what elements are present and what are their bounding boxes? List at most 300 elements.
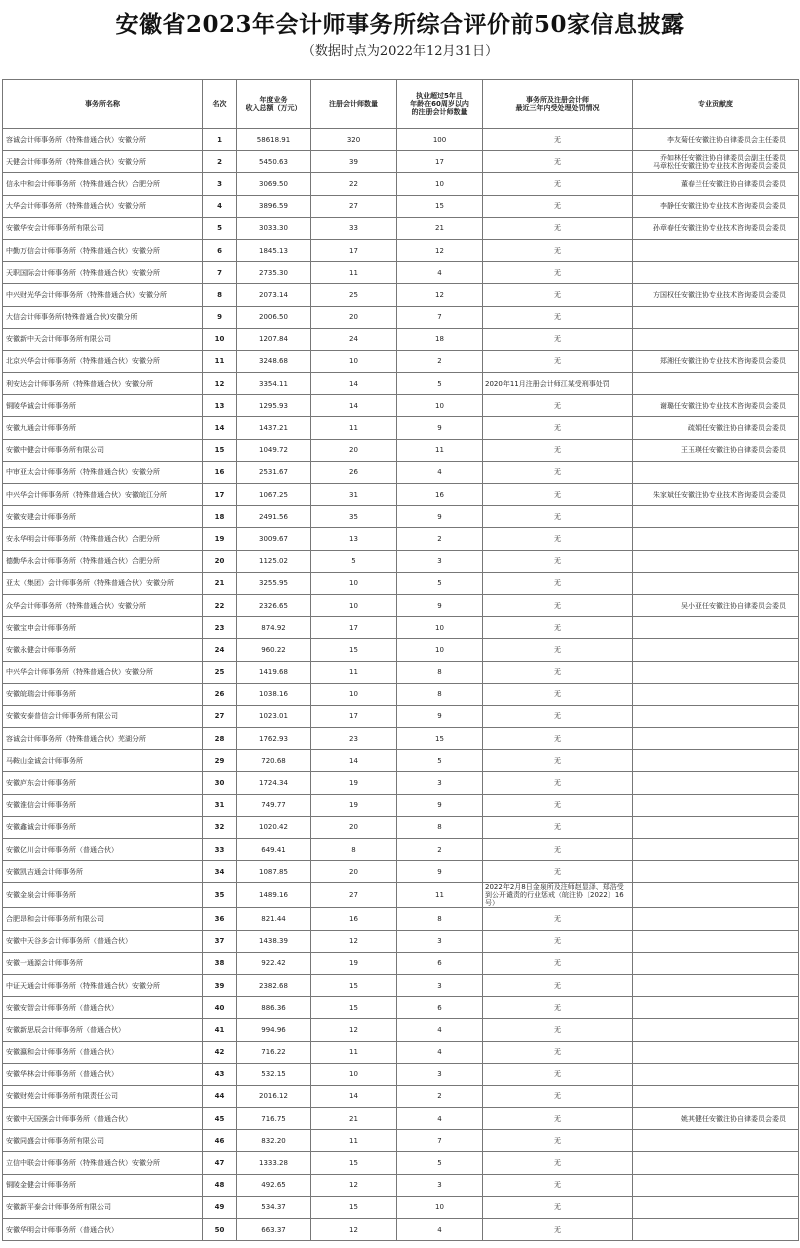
firm-name-cell: 信永中和会计师事务所（特殊普通合伙）合肥分所 bbox=[3, 173, 203, 195]
cpa-count-cell: 320 bbox=[311, 129, 397, 151]
revenue-cell: 1207.84 bbox=[237, 328, 311, 350]
penalty-cell: 无 bbox=[483, 572, 633, 594]
column-header-rank: 名次 bbox=[203, 80, 237, 129]
experienced-cpa-count-cell: 21 bbox=[397, 217, 483, 239]
contribution-cell: 吴小亚任安徽注协自律委员会委员 bbox=[633, 594, 799, 616]
cpa-count-cell: 10 bbox=[311, 1063, 397, 1085]
penalty-cell: 无 bbox=[483, 528, 633, 550]
experienced-cpa-count-cell: 12 bbox=[397, 284, 483, 306]
experienced-cpa-count-cell: 15 bbox=[397, 195, 483, 217]
revenue-cell: 821.44 bbox=[237, 908, 311, 930]
penalty-cell: 无 bbox=[483, 639, 633, 661]
penalty-cell: 无 bbox=[483, 1041, 633, 1063]
cpa-count-cell: 19 bbox=[311, 794, 397, 816]
rank-cell: 3 bbox=[203, 173, 237, 195]
penalty-cell: 无 bbox=[483, 997, 633, 1019]
experienced-cpa-count-cell: 5 bbox=[397, 1152, 483, 1174]
cpa-count-cell: 20 bbox=[311, 306, 397, 328]
firm-name-cell: 德勤华永会计师事务所（特殊普通合伙）合肥分所 bbox=[3, 550, 203, 572]
penalty-cell: 无 bbox=[483, 1108, 633, 1130]
revenue-cell: 1087.85 bbox=[237, 861, 311, 883]
experienced-cpa-count-cell: 10 bbox=[397, 639, 483, 661]
table-row bbox=[3, 306, 799, 328]
contribution-cell: 朱家斌任安徽注协专业技术咨询委员会委员 bbox=[633, 484, 799, 506]
experienced-cpa-count-cell: 4 bbox=[397, 1108, 483, 1130]
contribution-cell bbox=[633, 794, 799, 816]
contribution-cell bbox=[633, 816, 799, 838]
penalty-cell: 无 bbox=[483, 661, 633, 683]
firm-name-cell: 众华会计师事务所（特殊普通合伙）安徽分所 bbox=[3, 594, 203, 616]
table-row bbox=[3, 1174, 799, 1196]
table-row bbox=[3, 639, 799, 661]
table-row bbox=[3, 930, 799, 952]
penalty-cell: 无 bbox=[483, 306, 633, 328]
cpa-count-cell: 15 bbox=[311, 974, 397, 996]
experienced-cpa-count-cell: 18 bbox=[397, 328, 483, 350]
cpa-count-cell: 14 bbox=[311, 750, 397, 772]
cpa-count-cell: 21 bbox=[311, 1108, 397, 1130]
table-row bbox=[3, 173, 799, 195]
cpa-count-cell: 19 bbox=[311, 772, 397, 794]
penalty-cell: 无 bbox=[483, 861, 633, 883]
table-row bbox=[3, 350, 799, 372]
cpa-count-cell: 16 bbox=[311, 908, 397, 930]
contribution-cell bbox=[633, 528, 799, 550]
penalty-cell: 无 bbox=[483, 506, 633, 528]
table-row bbox=[3, 1130, 799, 1152]
penalty-cell: 无 bbox=[483, 617, 633, 639]
revenue-cell: 1489.16 bbox=[237, 883, 311, 908]
table-row bbox=[3, 373, 799, 395]
contribution-cell bbox=[633, 772, 799, 794]
revenue-cell: 2016.12 bbox=[237, 1085, 311, 1107]
rank-cell: 18 bbox=[203, 506, 237, 528]
cpa-count-cell: 12 bbox=[311, 1019, 397, 1041]
cpa-count-cell: 12 bbox=[311, 930, 397, 952]
rank-cell: 8 bbox=[203, 284, 237, 306]
contribution-cell: 疏娟任安徽注协自律委员会委员 bbox=[633, 417, 799, 439]
table-row bbox=[3, 728, 799, 750]
experienced-cpa-count-cell: 3 bbox=[397, 1174, 483, 1196]
penalty-cell: 无 bbox=[483, 1085, 633, 1107]
experienced-cpa-count-cell: 9 bbox=[397, 861, 483, 883]
table-row bbox=[3, 1219, 799, 1241]
rank-cell: 25 bbox=[203, 661, 237, 683]
cpa-count-cell: 10 bbox=[311, 594, 397, 616]
contribution-cell bbox=[633, 328, 799, 350]
table-row bbox=[3, 439, 799, 461]
contribution-cell bbox=[633, 550, 799, 572]
contribution-cell: 乔如林任安徽注协自律委员会副主任委员 马章松任安徽注协专业技术咨询委员会委员 bbox=[633, 151, 799, 173]
rank-cell: 30 bbox=[203, 772, 237, 794]
table-row bbox=[3, 908, 799, 930]
revenue-cell: 922.42 bbox=[237, 952, 311, 974]
contribution-cell bbox=[633, 930, 799, 952]
contribution-cell bbox=[633, 1196, 799, 1218]
revenue-cell: 2491.56 bbox=[237, 506, 311, 528]
firm-name-cell: 铜陵金健会计师事务所 bbox=[3, 1174, 203, 1196]
rank-cell: 23 bbox=[203, 617, 237, 639]
contribution-cell bbox=[633, 883, 799, 908]
table-row bbox=[3, 328, 799, 350]
rank-cell: 22 bbox=[203, 594, 237, 616]
revenue-cell: 3255.95 bbox=[237, 572, 311, 594]
cpa-count-cell: 17 bbox=[311, 705, 397, 727]
firm-name-cell: 安徽中健会计师事务所有限公司 bbox=[3, 439, 203, 461]
penalty-cell: 无 bbox=[483, 284, 633, 306]
cpa-count-cell: 10 bbox=[311, 572, 397, 594]
firm-name-cell: 安徽永健会计师事务所 bbox=[3, 639, 203, 661]
rank-cell: 37 bbox=[203, 930, 237, 952]
experienced-cpa-count-cell: 2 bbox=[397, 1085, 483, 1107]
revenue-cell: 3896.59 bbox=[237, 195, 311, 217]
revenue-cell: 720.68 bbox=[237, 750, 311, 772]
cpa-count-cell: 22 bbox=[311, 173, 397, 195]
firm-name-cell: 安徽鑫诚会计师事务所 bbox=[3, 816, 203, 838]
rank-cell: 35 bbox=[203, 883, 237, 908]
experienced-cpa-count-cell: 6 bbox=[397, 952, 483, 974]
cpa-count-cell: 15 bbox=[311, 1152, 397, 1174]
contribution-cell bbox=[633, 1063, 799, 1085]
table-row bbox=[3, 1041, 799, 1063]
rank-cell: 9 bbox=[203, 306, 237, 328]
firm-name-cell: 安永华明会计师事务所（特殊普通合伙）合肥分所 bbox=[3, 528, 203, 550]
rank-cell: 39 bbox=[203, 974, 237, 996]
cpa-count-cell: 20 bbox=[311, 861, 397, 883]
experienced-cpa-count-cell: 2 bbox=[397, 839, 483, 861]
table-row bbox=[3, 550, 799, 572]
experienced-cpa-count-cell: 4 bbox=[397, 1219, 483, 1241]
contribution-cell: 郑湘任安徽注协专业技术咨询委员会委员 bbox=[633, 350, 799, 372]
cpa-count-cell: 11 bbox=[311, 262, 397, 284]
experienced-cpa-count-cell: 15 bbox=[397, 728, 483, 750]
page-title: 安徽省2023年会计师事务所综合评价前50家信息披露 bbox=[115, 11, 685, 38]
table-body bbox=[3, 129, 799, 1241]
table-row bbox=[3, 1085, 799, 1107]
column-header-penalties: 事务所及注册会计师 最近三年内受处理处罚情况 bbox=[483, 80, 633, 129]
contribution-cell bbox=[633, 728, 799, 750]
firm-name-cell: 安徽华林会计师事务所（普通合伙） bbox=[3, 1063, 203, 1085]
table-row bbox=[3, 705, 799, 727]
table-row bbox=[3, 750, 799, 772]
firm-name-cell: 安徽一通源会计师事务所 bbox=[3, 952, 203, 974]
experienced-cpa-count-cell: 10 bbox=[397, 617, 483, 639]
experienced-cpa-count-cell: 16 bbox=[397, 484, 483, 506]
penalty-cell: 无 bbox=[483, 750, 633, 772]
rank-cell: 19 bbox=[203, 528, 237, 550]
rank-cell: 12 bbox=[203, 373, 237, 395]
experienced-cpa-count-cell: 5 bbox=[397, 373, 483, 395]
revenue-cell: 1437.21 bbox=[237, 417, 311, 439]
cpa-count-cell: 14 bbox=[311, 1085, 397, 1107]
contribution-cell: 李友菊任安徽注协自律委员会主任委员 bbox=[633, 129, 799, 151]
rank-cell: 36 bbox=[203, 908, 237, 930]
contribution-cell bbox=[633, 1130, 799, 1152]
cpa-count-cell: 11 bbox=[311, 661, 397, 683]
rank-cell: 32 bbox=[203, 816, 237, 838]
column-header-name: 事务所名称 bbox=[3, 80, 203, 129]
table-row bbox=[3, 395, 799, 417]
experienced-cpa-count-cell: 5 bbox=[397, 750, 483, 772]
firm-name-cell: 中兴华会计师事务所（特殊普通合伙）安徽皖江分所 bbox=[3, 484, 203, 506]
experienced-cpa-count-cell: 100 bbox=[397, 129, 483, 151]
revenue-cell: 663.37 bbox=[237, 1219, 311, 1241]
contribution-cell: 王玉瑛任安徽注协自律委员会委员 bbox=[633, 439, 799, 461]
experienced-cpa-count-cell: 3 bbox=[397, 772, 483, 794]
rank-cell: 27 bbox=[203, 705, 237, 727]
penalty-cell: 无 bbox=[483, 239, 633, 261]
firm-name-cell: 天职国际会计师事务所（特殊普通合伙）安徽分所 bbox=[3, 262, 203, 284]
firm-name-cell: 安徽中天谷多会计师事务所（普通合伙） bbox=[3, 930, 203, 952]
experienced-cpa-count-cell: 2 bbox=[397, 528, 483, 550]
table-row bbox=[3, 683, 799, 705]
penalty-cell: 无 bbox=[483, 974, 633, 996]
rank-cell: 46 bbox=[203, 1130, 237, 1152]
revenue-cell: 749.77 bbox=[237, 794, 311, 816]
experienced-cpa-count-cell: 2 bbox=[397, 350, 483, 372]
firm-name-cell: 安徽新思辰会计师事务所（普通合伙） bbox=[3, 1019, 203, 1041]
page-subtitle: （数据时点为2022年12月31日） bbox=[301, 44, 499, 59]
experienced-cpa-count-cell: 7 bbox=[397, 306, 483, 328]
contribution-cell bbox=[633, 639, 799, 661]
firm-name-cell: 中兴华会计师事务所（特殊普通合伙）安徽分所 bbox=[3, 661, 203, 683]
rank-cell: 16 bbox=[203, 461, 237, 483]
rank-cell: 48 bbox=[203, 1174, 237, 1196]
revenue-cell: 874.92 bbox=[237, 617, 311, 639]
experienced-cpa-count-cell: 4 bbox=[397, 461, 483, 483]
revenue-cell: 3033.30 bbox=[237, 217, 311, 239]
contribution-cell bbox=[633, 1174, 799, 1196]
experienced-cpa-count-cell: 12 bbox=[397, 239, 483, 261]
experienced-cpa-count-cell: 3 bbox=[397, 1063, 483, 1085]
experienced-cpa-count-cell: 10 bbox=[397, 173, 483, 195]
revenue-cell: 1438.39 bbox=[237, 930, 311, 952]
revenue-cell: 1049.72 bbox=[237, 439, 311, 461]
rank-cell: 26 bbox=[203, 683, 237, 705]
penalty-cell: 无 bbox=[483, 683, 633, 705]
experienced-cpa-count-cell: 8 bbox=[397, 683, 483, 705]
firm-name-cell: 安徽华安会计师事务所有限公司 bbox=[3, 217, 203, 239]
revenue-cell: 2382.68 bbox=[237, 974, 311, 996]
column-header-cpa-count: 注册会计师数量 bbox=[311, 80, 397, 129]
penalty-cell: 无 bbox=[483, 908, 633, 930]
rank-cell: 47 bbox=[203, 1152, 237, 1174]
firm-name-cell: 安徽淮信会计师事务所 bbox=[3, 794, 203, 816]
cpa-count-cell: 8 bbox=[311, 839, 397, 861]
cpa-count-cell: 13 bbox=[311, 528, 397, 550]
contribution-cell bbox=[633, 661, 799, 683]
revenue-cell: 886.36 bbox=[237, 997, 311, 1019]
contribution-cell bbox=[633, 306, 799, 328]
table-row bbox=[3, 572, 799, 594]
firm-name-cell: 安徽新中天会计师事务所有限公司 bbox=[3, 328, 203, 350]
revenue-cell: 1419.68 bbox=[237, 661, 311, 683]
contribution-cell bbox=[633, 683, 799, 705]
experienced-cpa-count-cell: 8 bbox=[397, 908, 483, 930]
revenue-cell: 2531.67 bbox=[237, 461, 311, 483]
cpa-count-cell: 17 bbox=[311, 617, 397, 639]
revenue-cell: 534.37 bbox=[237, 1196, 311, 1218]
firm-name-cell: 立信中联会计师事务所（特殊普通合伙）安徽分所 bbox=[3, 1152, 203, 1174]
contribution-cell bbox=[633, 1019, 799, 1041]
table-row bbox=[3, 952, 799, 974]
contribution-cell: 李静任安徽注协专业技术咨询委员会委员 bbox=[633, 195, 799, 217]
contribution-cell: 方国权任安徽注协专业技术咨询委员会委员 bbox=[633, 284, 799, 306]
revenue-cell: 1067.25 bbox=[237, 484, 311, 506]
rank-cell: 21 bbox=[203, 572, 237, 594]
firm-name-cell: 中证天通会计师事务所（特殊普通合伙）安徽分所 bbox=[3, 974, 203, 996]
firm-name-cell: 合肥昂和会计师事务所有限公司 bbox=[3, 908, 203, 930]
table-row bbox=[3, 883, 799, 908]
firm-name-cell: 天健会计师事务所（特殊普通合伙）安徽分所 bbox=[3, 151, 203, 173]
firm-name-cell: 安徽瀛和会计师事务所（普通合伙） bbox=[3, 1041, 203, 1063]
revenue-cell: 3069.50 bbox=[237, 173, 311, 195]
penalty-cell: 无 bbox=[483, 439, 633, 461]
contribution-cell bbox=[633, 750, 799, 772]
experienced-cpa-count-cell: 10 bbox=[397, 395, 483, 417]
contribution-cell bbox=[633, 506, 799, 528]
table-row bbox=[3, 284, 799, 306]
experienced-cpa-count-cell: 4 bbox=[397, 1019, 483, 1041]
experienced-cpa-count-cell: 10 bbox=[397, 1196, 483, 1218]
table-row bbox=[3, 484, 799, 506]
penalty-cell: 无 bbox=[483, 930, 633, 952]
firm-name-cell: 中审亚太会计师事务所（特殊普通合伙）安徽分所 bbox=[3, 461, 203, 483]
rank-cell: 6 bbox=[203, 239, 237, 261]
experienced-cpa-count-cell: 4 bbox=[397, 1041, 483, 1063]
experienced-cpa-count-cell: 3 bbox=[397, 550, 483, 572]
contribution-cell bbox=[633, 1152, 799, 1174]
experienced-cpa-count-cell: 3 bbox=[397, 930, 483, 952]
contribution-cell bbox=[633, 617, 799, 639]
firm-name-cell: 安徽皖瑞会计师事务所 bbox=[3, 683, 203, 705]
cpa-count-cell: 11 bbox=[311, 1130, 397, 1152]
revenue-cell: 1295.93 bbox=[237, 395, 311, 417]
revenue-cell: 58618.91 bbox=[237, 129, 311, 151]
experienced-cpa-count-cell: 4 bbox=[397, 262, 483, 284]
contribution-cell: 孙章春任安徽注协专业技术咨询委员会委员 bbox=[633, 217, 799, 239]
rank-cell: 14 bbox=[203, 417, 237, 439]
contribution-cell bbox=[633, 461, 799, 483]
revenue-cell: 532.15 bbox=[237, 1063, 311, 1085]
revenue-cell: 716.75 bbox=[237, 1108, 311, 1130]
penalty-cell: 无 bbox=[483, 217, 633, 239]
contribution-cell bbox=[633, 705, 799, 727]
table-row bbox=[3, 1063, 799, 1085]
table-row bbox=[3, 417, 799, 439]
firm-name-cell: 中兴财光华会计师事务所（特殊普通合伙）安徽分所 bbox=[3, 284, 203, 306]
penalty-cell: 无 bbox=[483, 173, 633, 195]
penalty-cell: 无 bbox=[483, 461, 633, 483]
table-row bbox=[3, 997, 799, 1019]
rank-cell: 24 bbox=[203, 639, 237, 661]
experienced-cpa-count-cell: 5 bbox=[397, 572, 483, 594]
cpa-count-cell: 5 bbox=[311, 550, 397, 572]
cpa-count-cell: 15 bbox=[311, 997, 397, 1019]
rank-cell: 7 bbox=[203, 262, 237, 284]
rank-cell: 17 bbox=[203, 484, 237, 506]
rank-cell: 1 bbox=[203, 129, 237, 151]
table-row bbox=[3, 661, 799, 683]
revenue-cell: 3248.68 bbox=[237, 350, 311, 372]
contribution-cell bbox=[633, 839, 799, 861]
rank-cell: 29 bbox=[203, 750, 237, 772]
penalty-cell: 无 bbox=[483, 1063, 633, 1085]
rank-cell: 11 bbox=[203, 350, 237, 372]
firm-name-cell: 安徽中天国强会计师事务所（普通合伙） bbox=[3, 1108, 203, 1130]
cpa-count-cell: 17 bbox=[311, 239, 397, 261]
table-row bbox=[3, 129, 799, 151]
experienced-cpa-count-cell: 8 bbox=[397, 816, 483, 838]
contribution-cell bbox=[633, 1219, 799, 1241]
penalty-cell: 无 bbox=[483, 1152, 633, 1174]
experienced-cpa-count-cell: 9 bbox=[397, 705, 483, 727]
rank-cell: 50 bbox=[203, 1219, 237, 1241]
cpa-count-cell: 14 bbox=[311, 373, 397, 395]
table-row bbox=[3, 794, 799, 816]
revenue-cell: 5450.63 bbox=[237, 151, 311, 173]
firm-name-cell: 安徽凯吉通会计师事务所 bbox=[3, 861, 203, 883]
rank-cell: 28 bbox=[203, 728, 237, 750]
cpa-count-cell: 25 bbox=[311, 284, 397, 306]
firm-name-cell: 安徽安泰普信会计师事务所有限公司 bbox=[3, 705, 203, 727]
firm-name-cell: 大信会计师事务所(特殊普通合伙)安徽分所 bbox=[3, 306, 203, 328]
table-row bbox=[3, 1196, 799, 1218]
experienced-cpa-count-cell: 7 bbox=[397, 1130, 483, 1152]
firm-name-cell: 安徽安智会计师事务所（普通合伙） bbox=[3, 997, 203, 1019]
firm-name-cell: 马鞍山金诚会计师事务所 bbox=[3, 750, 203, 772]
rank-cell: 4 bbox=[203, 195, 237, 217]
penalty-cell: 无 bbox=[483, 772, 633, 794]
rank-cell: 43 bbox=[203, 1063, 237, 1085]
contribution-cell: 董春兰任安徽注协自律委员会委员 bbox=[633, 173, 799, 195]
firm-name-cell: 安徽安建会计师事务所 bbox=[3, 506, 203, 528]
table-row bbox=[3, 974, 799, 996]
penalty-cell: 无 bbox=[483, 728, 633, 750]
firm-name-cell: 安徽宝申会计师事务所 bbox=[3, 617, 203, 639]
table-row bbox=[3, 617, 799, 639]
penalty-cell: 无 bbox=[483, 1219, 633, 1241]
rank-cell: 15 bbox=[203, 439, 237, 461]
penalty-cell: 无 bbox=[483, 1196, 633, 1218]
table-row bbox=[3, 1108, 799, 1130]
penalty-cell: 无 bbox=[483, 350, 633, 372]
revenue-cell: 1023.01 bbox=[237, 705, 311, 727]
contribution-cell bbox=[633, 239, 799, 261]
revenue-cell: 2073.14 bbox=[237, 284, 311, 306]
table-row bbox=[3, 262, 799, 284]
table-row bbox=[3, 594, 799, 616]
penalty-cell: 无 bbox=[483, 839, 633, 861]
table-row bbox=[3, 1019, 799, 1041]
rank-cell: 20 bbox=[203, 550, 237, 572]
revenue-cell: 1038.16 bbox=[237, 683, 311, 705]
cpa-count-cell: 39 bbox=[311, 151, 397, 173]
firm-name-cell: 安徽金泉会计师事务所 bbox=[3, 883, 203, 908]
table-row bbox=[3, 151, 799, 173]
cpa-count-cell: 26 bbox=[311, 461, 397, 483]
rank-cell: 41 bbox=[203, 1019, 237, 1041]
revenue-cell: 1125.02 bbox=[237, 550, 311, 572]
experienced-cpa-count-cell: 6 bbox=[397, 997, 483, 1019]
cpa-count-cell: 35 bbox=[311, 506, 397, 528]
cpa-count-cell: 12 bbox=[311, 1219, 397, 1241]
experienced-cpa-count-cell: 9 bbox=[397, 594, 483, 616]
firm-name-cell: 安徽华明会计师事务所（普通合伙） bbox=[3, 1219, 203, 1241]
experienced-cpa-count-cell: 9 bbox=[397, 417, 483, 439]
contribution-cell: 姚其健任安徽注协自律委员会委员 bbox=[633, 1108, 799, 1130]
cpa-count-cell: 12 bbox=[311, 1174, 397, 1196]
